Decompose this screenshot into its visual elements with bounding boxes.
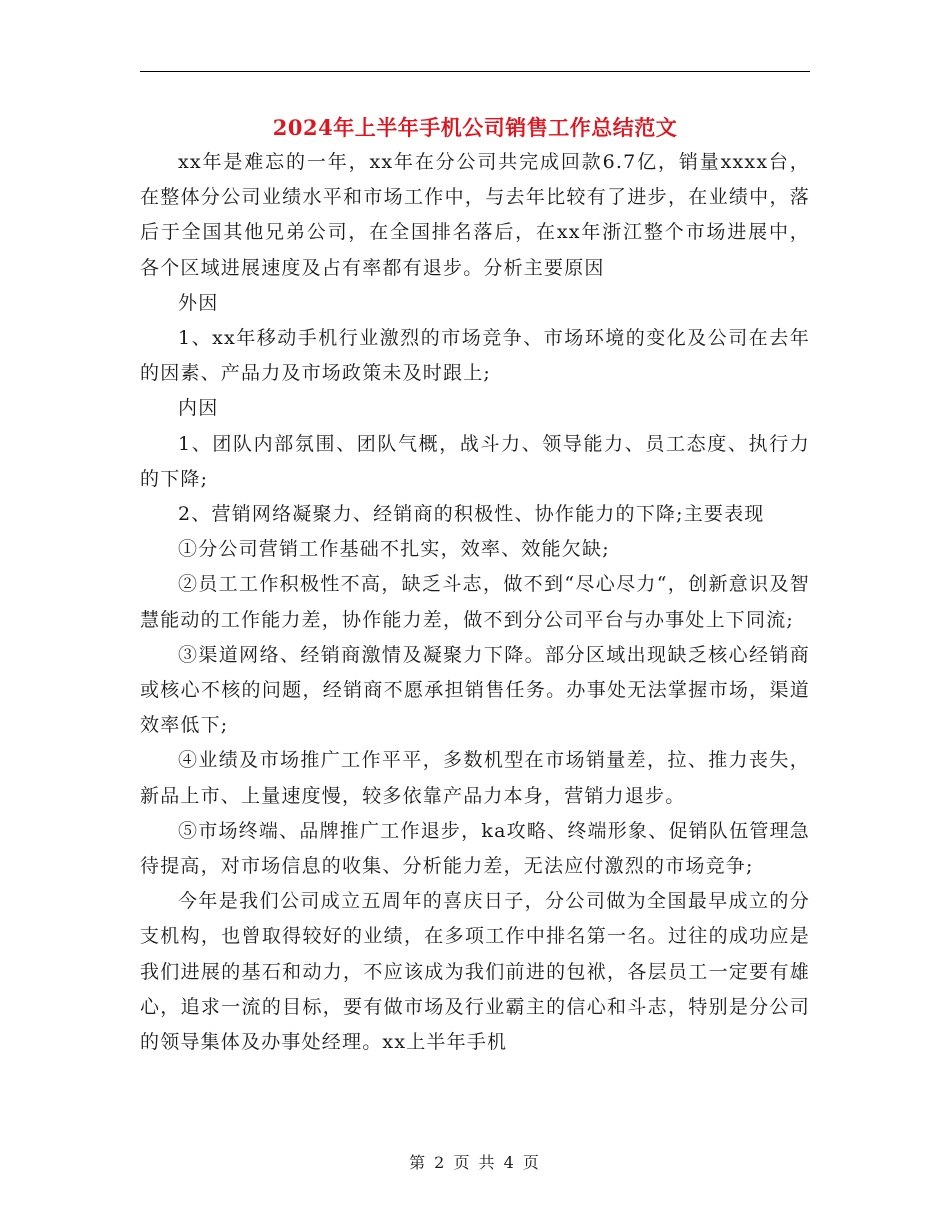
- paragraph: ②员工工作积极性不高，缺乏斗志，做不到“尽心尽力“，创新意识及智慧能动的工作能力差，协作能力差，做不到分公司平台与办事处上下同流;: [140, 573, 810, 631]
- document-body: [140, 145, 810, 1060]
- paragraph: ④业绩及市场推广工作平平，多数机型在市场销量差，拉、推力丧失，新品上市、上量速度慢，较多依靠产品力本身，营销力退步。: [140, 749, 810, 807]
- paragraph: 今年是我们公司成立五周年的喜庆日子，分公司做为全国最早成立的分支机构，也曾取得较好的业绩，在多项工作中排名第一名。过往的成功应是我们进展的基石和动力，不应该成为我们前进的包袱，各层员工一定要有雄心，追求一流的目标，要有做市场及行业霸主的信心和斗志，特别是分公司的领导集体及办事处经理。xx上半年手机: [140, 890, 810, 1054]
- document-title: 2024年上半年手机公司销售工作总结范文: [272, 115, 678, 140]
- paragraph: 内因: [178, 397, 219, 420]
- paragraph: 1、xx年移动手机行业激烈的市场竞争、市场环境的变化及公司在去年的因素、产品力及市场政策未及时跟上;: [140, 327, 810, 385]
- paragraph: ⑤市场终端、品牌推广工作退步，ka攻略、终端形象、促销队伍管理急待提高，对市场信息的收集、分析能力差，无法应付激烈的市场竞争;: [140, 819, 810, 878]
- paragraph: 外因: [178, 291, 219, 314]
- paragraph: ③渠道网络、经销商激情及凝聚力下降。部分区域出现缺乏核心经销商或核心不核的问题，经销商不愿承担销售任务。办事处无法掌握市场，渠道效率低下;: [140, 643, 810, 737]
- page-number: 第 2 页 共 4 页: [409, 1153, 541, 1172]
- header-rule: [140, 71, 810, 72]
- paragraph: 1、团队内部氛围、团队气概，战斗力、领导能力、员工态度、执行力的下降;: [140, 432, 810, 490]
- paragraph: xx年是难忘的一年，xx年在分公司共完成回款6.7亿，销量xxxx台，在整体分公司业绩水平和市场工作中，与去年比较有了进步，在业绩中，落后于全国其他兄弟公司，在全国排名落后，在xx年浙江整个市场进展中，各个区域进展速度及占有率都有退步。分析主要原因: [140, 151, 810, 279]
- paragraph: ①分公司营销工作基础不扎实，效率、效能欠缺;: [178, 538, 610, 561]
- paragraph: 2、营销网络凝聚力、经销商的积极性、协作能力的下降;主要表现: [178, 503, 765, 526]
